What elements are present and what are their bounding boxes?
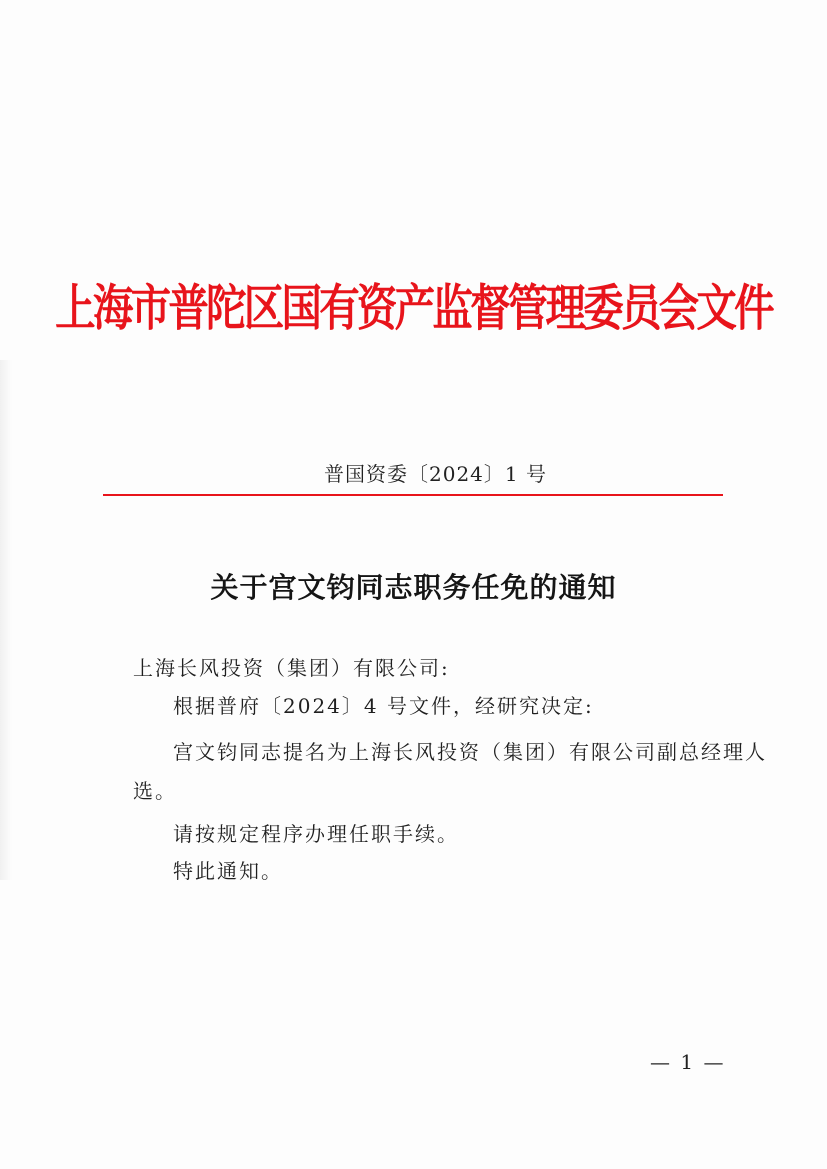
paragraph-nomination: 宫文钧同志提名为上海长风投资（集团）有限公司副总经理人 [173,740,767,764]
paragraph-nomination-continued: 选。 [133,779,177,803]
page-number: — 1 — [650,1050,726,1074]
issuer-title: 上海市普陀区国有资产监督管理委员会文件 [55,280,772,338]
document-number: 普国资委〔2024〕1 号 [324,462,547,486]
notice-title: 关于宫文钧同志职务任免的通知 [210,571,617,604]
paragraph-procedure: 请按规定程序办理任职手续。 [173,822,459,846]
salutation: 上海长风投资（集团）有限公司: [133,656,450,680]
paragraph-closing: 特此通知。 [173,859,283,883]
scan-shadow [0,360,12,880]
paragraph-decision-basis: 根据普府〔2024〕4 号文件，经研究决定: [173,694,594,718]
red-divider-line [103,494,723,496]
